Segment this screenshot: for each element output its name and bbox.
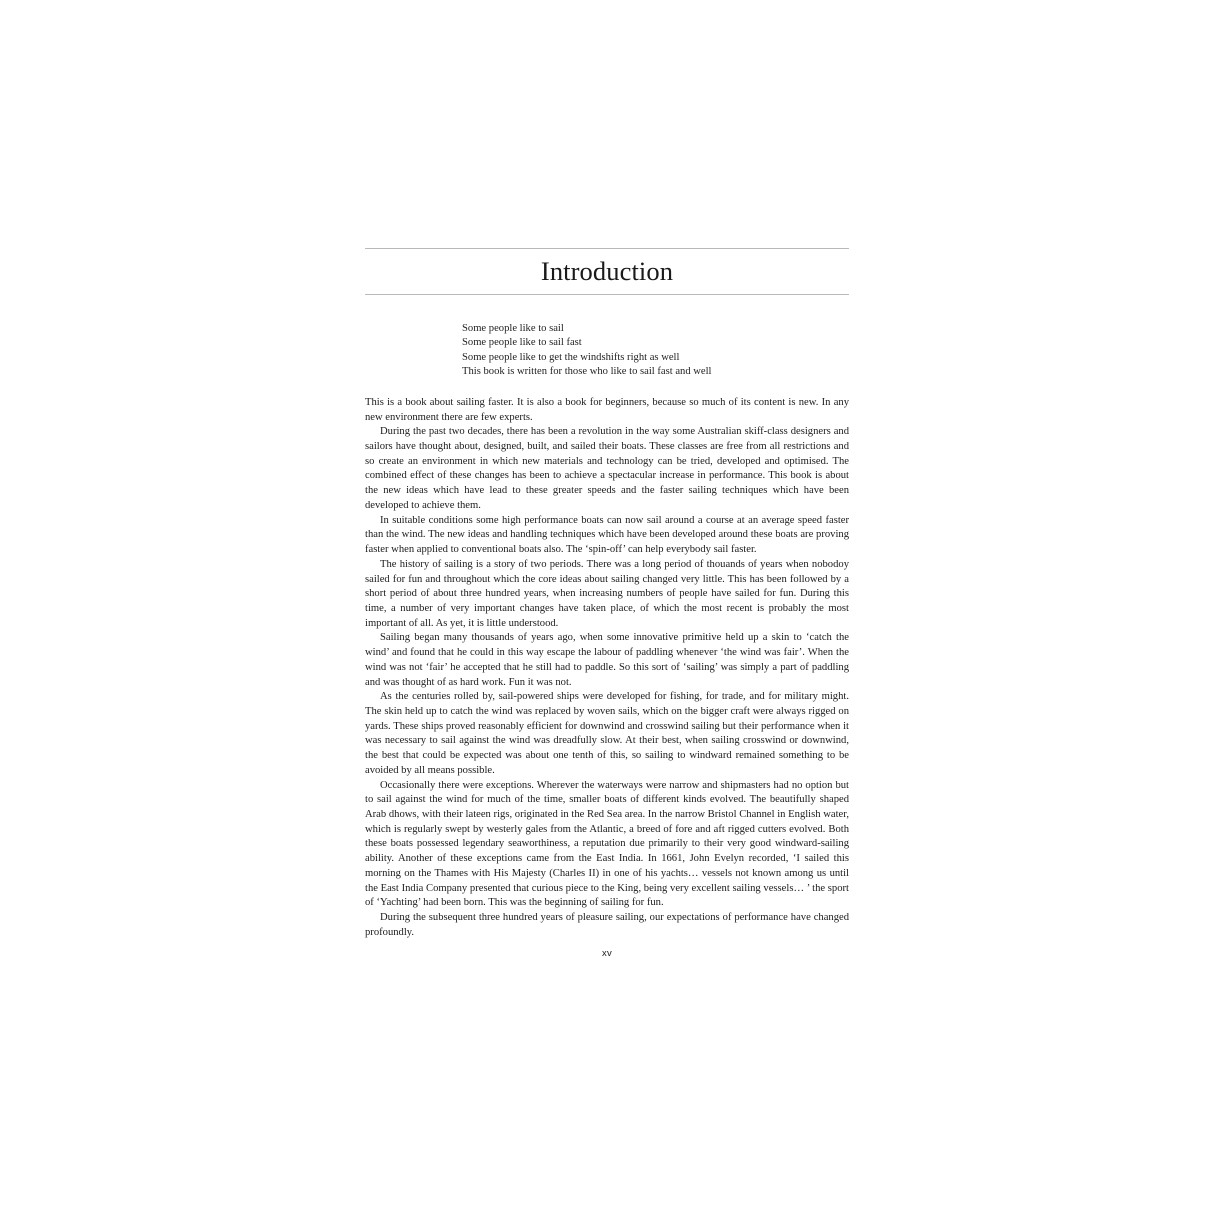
page-content: [365, 248, 849, 940]
page-title: Introduction: [540, 256, 674, 286]
paragraph: During the past two decades, there has been a revolution in the way some Australian skiff-class designers and sailors have thought about, designed, built, and sailed their boats. These classes are free from all restrictions and so create an environment in which new materials and technology can be tried, developed and optimised. The combined effect of these changes has been to achieve a spectacular increase in performance. This book is about the new ideas which have lead to these greater speeds and the faster sailing techniques which have been developed to achieve them.: [365, 426, 849, 511]
paragraph: Occasionally there were exceptions. Wherever the waterways were narrow and shipmasters had no option but to sail against the wind for much of the time, smaller boats of different kinds evolved. The beautifully shaped Arab dhows, with their lateen rigs, originated in the Red Sea area. In the narrow Bristol Channel in English water, which is regularly swept by westerly gales from the Atlantic, a breed of fore and aft rigged cutters evolved. Both these boats possessed legendary seaworthiness, a reputation due primarily to their very good windward-sailing ability. Another of these exceptions came from the East India. In 1661, John Evelyn recorded, ‘I sailed this morning on the Thames with His Majesty (Charles II) in one of his yachts… vessels not known among us until the East India Company presented that curious piece to the King, being very excellent sailing vessels… ’ the sport of ‘Yachting’ had been born. This was the beginning of sailing for fun.: [365, 779, 849, 909]
epigraph-line: Some people like to sail fast: [462, 337, 582, 349]
paragraph: Sailing began many thousands of years ago, when some innovative primitive held up a skin to ‘catch the wind’ and found that he could in this way escape the labour of paddling whenever ‘the wind was fair’. When the wind was not ‘fair’ he accepted that he still had to paddle. So this sort of ‘sailing’ was simply a part of paddling and was thought of as hard work. Fun it was not.: [365, 632, 849, 688]
epigraph-block: [365, 322, 849, 380]
paragraph: As the centuries rolled by, sail-powered ships were developed for fishing, for trade, and for military might. The skin held up to catch the wind was replaced by woven sails, which on the bigger craft were always rigged on yards. These ships proved reasonably efficient for downwind and crosswind sailing but their performance when it was necessary to sail against the wind was dreadfully slow. At their best, when sailing crosswind or downwind, the best that could be expected was about one tenth of this, so sailing to windward remained something to be avoided by all means possible.: [365, 691, 849, 776]
paragraph: The history of sailing is a story of two periods. There was a long period of thouands of years when nobodoy sailed for fun and throughout which the core ideas about sailing changed very little. This has been followed by a short period of about three hundred years, when increasing numbers of people have sailed for fun. During this time, a number of very important changes have taken place, of which the most recent is probably the most important of all. As yet, it is little understood.: [365, 558, 849, 629]
title-rule-bottom: [365, 294, 849, 295]
epigraph-line: Some people like to get the windshifts right as well: [462, 351, 680, 363]
paragraph: This is a book about sailing faster. It is also a book for beginners, because so much of its content is new. In any new environment there are few experts.: [365, 396, 849, 423]
epigraph-line: Some people like to sail: [462, 322, 564, 334]
page-number: xv: [602, 948, 612, 959]
body-text: [365, 396, 849, 941]
paragraph: During the subsequent three hundred years of pleasure sailing, our expectations of performance have changed profoundly.: [365, 912, 849, 938]
paragraph: In suitable conditions some high performance boats can now sail around a course at an average speed faster than the wind. The new ideas and handling techniques which have been developed around these boats are proving faster when applied to conventional boats also. The ‘spin-off’ can help everybody sail faster.: [365, 514, 849, 556]
epigraph-line: This book is written for those who like to sail fast and well: [462, 366, 712, 378]
title-rule-top: [365, 248, 849, 249]
